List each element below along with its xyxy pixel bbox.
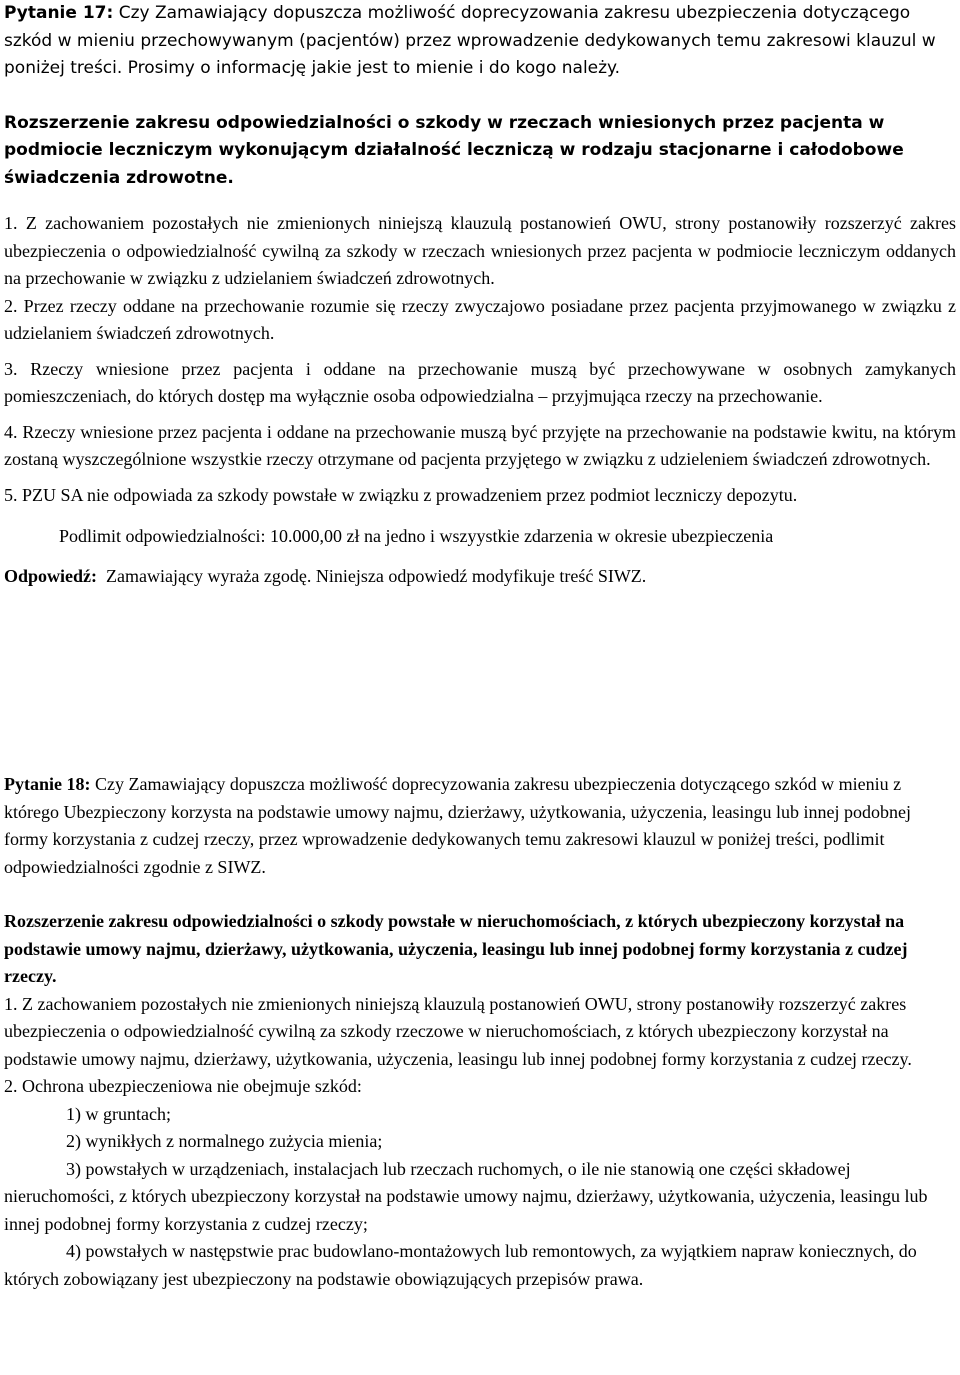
clause-17-point-4: 4. Rzeczy wniesione przez pacjenta i oddane na przechowanie muszą być przyjęte na przechowanie na podstawie kwitu, na którym zostaną wyszczególnione wszystkie rzeczy otrzymane od pacjenta przyjętego w związku z udzieleniem świadczeń zdrowotnych.	[4, 421, 956, 469]
clause-18-point-2: 2. Ochrona ubezpieczeniowa nie obejmuje szkód:	[4, 1076, 362, 1096]
answer-17-label: Odpowiedź:	[4, 566, 98, 586]
question-18-label: Pytanie 18:	[4, 774, 91, 794]
question-18-text: Czy Zamawiający dopuszcza możliwość doprecyzowania zakresu ubezpieczenia dotyczącego szkód w mieniu z którego Ubezpieczony korzysta na podstawie umowy najmu, dzierżawy, użytkowania, użyczenia, leasingu lub innej podobnej formy korzystania z cudzej rzeczy, przez wprowadzenie dedykowanych temu zakresowi klauzul w poniżej treści, podlimit odpowiedzialności zgodnie z SIWZ.	[4, 774, 912, 877]
exclusion-item-1: 1) w gruntach;	[66, 1103, 171, 1124]
clause-17-sublimit: Podlimit odpowiedzialności: 10.000,00 zł na jedno i wszyystkie zdarzenia w okresie ubezpieczenia	[59, 526, 774, 546]
question-17-text: Czy Zamawiający dopuszcza możliwość doprecyzowania zakresu ubezpieczenia dotyczącego szkód w mieniu przechowywanym (pacjentów) przez wprowadzenie dedykowanych temu zakresowi klauzul w poniżej treści. Prosimy o informację jakie jest to mienie i do kogo należy.	[4, 3, 936, 78]
clause-17-point-2: 2. Przez rzeczy oddane na przechowanie rozumie się rzeczy zwyczajowo posiadane przez pacjenta przyjmowanego w związku z udzielaniem świadczeń zdrowotnych.	[4, 295, 956, 343]
clause-17-title: Rozszerzenie zakresu odpowiedzialności o szkody w rzeczach wniesionych przez pacjenta w podmiocie leczniczym wykonującym działalność leczniczą w rodzaju stacjonarne i całodobowe świadczenia zdrowotne.	[4, 112, 904, 188]
exclusion-item-2: 2) wynikłych z normalnego zużycia mienia;	[66, 1131, 383, 1151]
clause-18-title: Rozszerzenie zakresu odpowiedzialności o szkody powstałe w nieruchomościach, z których ubezpieczony korzystał na podstawie umowy najmu, dzierżawy, użytkowania, użyczenia, leasingu lub innej podobnej formy korzystania z cudzej rzeczy.	[4, 911, 908, 986]
answer-17	[4, 563, 956, 591]
question-18	[4, 771, 956, 881]
exclusion-item-4: 4) powstałych w następstwie prac budowlano-montażowych lub remontowych, za wyjątkiem napraw koniecznych, do których zobowiązany jest ubezpieczony na podstawie obowiązujących przepisów prawa.	[4, 1241, 917, 1289]
clause-17-point-5: 5. PZU SA nie odpowiada za szkody powstałe w związku z prowadzeniem przez podmiot leczniczy depozytu.	[4, 484, 798, 505]
exclusion-item-3: 3) powstałych w urządzeniach, instalacjach lub rzeczach ruchomych, o ile nie stanowią one części składowej nieruchomości, z których ubezpieczony korzystał na podstawie umowy najmu, dzierżawy, użytkowania, użyczenia, leasingu lub innej podobnej formy korzystania z cudzej rzeczy;	[4, 1158, 928, 1234]
question-17	[4, 0, 956, 83]
clause-18-point-1: 1. Z zachowaniem pozostałych nie zmienionych niniejszą klauzulą postanowień OWU, strony postanowiły rozszerzyć zakres ubezpieczenia o odpowiedzialność cywilną za szkody rzeczowe w nieruchomościach, z których ubezpieczony korzystał na podstawie umowy najmu, dzierżawy, użytkowania, użyczenia, leasingu lub innej podobnej formy korzystania z cudzej rzeczy.	[4, 993, 912, 1069]
question-17-section	[4, 0, 956, 591]
clause-17-point-3: 3. Rzeczy wniesione przez pacjenta i oddane na przechowanie muszą być przechowywane w osobnych zamykanych pomieszczeniach, do których dostęp ma wyłącznie osoba odpowiedzialna – przyjmująca rzeczy na przechowanie.	[4, 358, 956, 406]
clause-17-point-1: 1. Z zachowaniem pozostałych nie zmienionych niniejszą klauzulą postanowień OWU, strony postanowiły rozszerzyć zakres ubezpieczenia o odpowiedzialność cywilną za szkody w rzeczach wniesionych przez pacjenta w podmiocie leczniczym oddanych na przechowanie w związku z udzielaniem świadczeń zdrowotnych.	[4, 213, 956, 288]
question-17-label: Pytanie 17:	[4, 3, 114, 23]
question-18-section	[4, 771, 956, 1293]
answer-17-text: Zamawiający wyraża zgodę. Niniejsza odpowiedź modyfikuje treść SIWZ.	[106, 566, 647, 586]
